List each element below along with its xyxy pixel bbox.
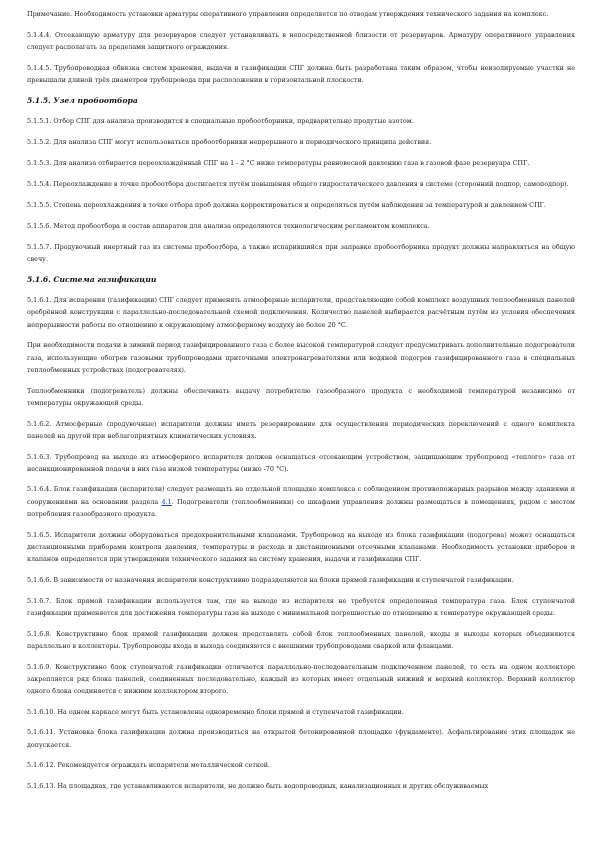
paragraph-heat-exchangers: Теплообменники (подогреватель) должны обеспечивать выдачу потребителю газообразного продукта с необходимой температурой независимо от температуры окружающей среды. [27, 386, 575, 407]
paragraph-5-1-6-4-text-a: 5.1.6.4. Блок газификации (испарители) следует размещать на отдельной площадке комплекса с соблюдением противопожарных разрывов между зданиями и сооружениями на основании раздела [27, 485, 575, 506]
paragraph-5-1-6-11: 5.1.6.11. Установка блока газификации должна производиться на открытой бетонированной площадке (фундаменте). Асфальтирование этих площадок не допускается. [27, 728, 575, 749]
paragraph-5-1-6-12: 5.1.6.12. Рекомендуется ограждать испарители металлической сеткой. [27, 761, 270, 770]
paragraph-5-1-4-4: 5.1.4.4. Отсекающую арматуру для резервуаров следует устанавливать в непосредственной близости от резервуаров. Арматуру оперативного управления следует располагать за пределами защитного ограждения. [27, 30, 575, 51]
paragraph-5-1-5-1: 5.1.5.1. Отбор СПГ для анализа производится в специальные пробоотборники, предварительно продутые азотом. [27, 117, 414, 126]
paragraph-5-1-6-5: 5.1.6.5. Испарители должны оборудоваться предохранительными клапанами. Трубопровод на выходе из блока газификации (подогрева) может оснащаться дистанционными приборами контроля давления, температуры и расхода и дистанционными отсечными клапанами. Необходимость установки приборов и клапанов определяется при утверждении технического задания на систему хранения, выдачи и газификации СПГ. [27, 530, 575, 563]
paragraph-5-1-6-8: 5.1.6.8. Конструктивно блок прямой газификации должен представлять собой блок теплообменных панелей, входы и выходы которых объединяются параллельно в коллекторы. Трубопроводы входа и выхода соединяются с внешними трубопроводами сваркой или фланцами. [27, 629, 575, 650]
paragraph-5-1-5-2: 5.1.5.2. Для анализа СПГ могут использоваться пробоотборники непрерывного и периодического принципа действия. [27, 138, 432, 147]
paragraph-5-1-6-7: 5.1.6.7. Блок прямой газификации используется там, где на выходе из испарителя не требуется определенная температура газа. Блок ступенчатой газификации применяется для достижения температуры газа на выходе с минимальной погрешностью по отношению к температуре окружающей среды. [27, 596, 575, 617]
note-paragraph: Примечание. Необходимость установки арматуры оперативного управления определяется по отводам утверждения технического задания на комплекс. [27, 10, 549, 18]
paragraph-5-1-6-9: 5.1.6.9. Конструктивно блок ступенчатой газификации отличается параллельно-последовательным подключением панелей, то есть на одном коллекторе закрепляется ряд блока панелей, соединенных последовательно, каждый из которых имеет отдельный нижний и верхний коллектор. Верхний коллектор одного блока соединяется с нижним коллектором второго. [27, 662, 575, 695]
paragraph-heaters: При необходимости подачи в зимний период газифицированного газа с более высокой температурой следует предусматривать дополнительные подогреватели газа, использующие обогрев газовыми трубопроводами приточными электронагревателями или водяной подогрев газифицированного газа в специальных теплообменных устройствах (подогревателях). [27, 341, 575, 374]
paragraph-5-1-5-3: 5.1.5.3. Для анализа отбирается переохлаждённый СПГ на 1 - 2 °С ниже температуры равновесной давлению газа в газовой фазе резервуара СПГ. [27, 159, 530, 168]
paragraph-5-1-4-5: 5.1.4.5. Трубопроводная обвязка систем хранения, выдачи и газификации СПГ должна быть разработана таким образом, чтобы неизолируемые участки не превышали длиной трёх диаметров трубопровода при расположении в горизонтальной плоскости. [27, 63, 575, 84]
paragraph-5-1-6-6: 5.1.6.6. В зависимости от назначения испарители конструктивно подразделяются на блоки прямой газификации и ступенчатой газификации. [27, 575, 514, 584]
paragraph-5-1-5-5: 5.1.5.5. Степень переохлаждения в точке отбора проб должна корректироваться и определяться путём наблюдения за температурой и давлением СПГ. [27, 201, 546, 210]
paragraph-5-1-6-1: 5.1.6.1. Для испарения (газификации) СПГ следует применять атмосферные испарители, представляющие собой комплект воздушных теплообменных панелей оребрённой конструкции с параллельно-последовательной схемой подключения. Количество панелей выбирается расчётным путём из условия обеспечения непрерывности работы по отношению к окружающему атмосферному воздуху не более 20 °С. [27, 296, 575, 329]
paragraph-5-1-5-7: 5.1.5.7. Продувочный инертный газ из системы пробоотбора, а также испарившийся при заправке пробоотборника продукт должны направляться на общую свечу. [27, 242, 575, 263]
section-heading-gasification: 5.1.6. Система газификации [27, 274, 157, 284]
paragraph-5-1-6-3: 5.1.6.3. Трубопровод на выходе из атмосферного испарителя должен оснащаться отсекающим устройством, защищающим трубопровод «теплого» газа от несанкционированной подачи в них газа низкой температуры (ниже -70 °С). [27, 452, 575, 473]
section-heading-sampling: 5.1.5. Узел пробоотбора [27, 95, 138, 105]
paragraph-5-1-6-4-text-b: . Подогреватели (теплообменники) со шкафами управления должны размещаться в помещениях, рядом с местом потребления газообразного продукта. [27, 497, 575, 518]
paragraph-5-1-6-10: 5.1.6.10. На одном каркасе могут быть установлены одновременно блоки прямой и ступенчатой газификации. [27, 707, 404, 716]
paragraph-5-1-5-4: 5.1.5.4. Переохлаждение в точке пробоотбора достигается путём повышения общего гидростатического давления в системе (сторонний подпор, самоподпор). [27, 180, 569, 189]
paragraph-5-1-6-2: 5.1.6.2. Атмосферные (продувочные) испарители должны иметь резервирование для осуществления периодических переключений с одного комплекта панелей на другой при неблагоприятных климатических условиях. [27, 419, 575, 440]
section-4-1-link[interactable]: 4.1 [161, 497, 172, 506]
paragraph-5-1-5-6: 5.1.5.6. Метод пробоотбора и состав аппаратов для анализа определяются технологическим регламентом комплекса. [27, 221, 430, 230]
paragraph-5-1-6-4 [27, 483, 575, 519]
document-page [27, 8, 575, 801]
paragraph-5-1-6-13: 5.1.6.13. На площадках, где устанавливаются испарители, не должно быть водопроводных, канализационных и других обслуживаемых [27, 782, 489, 791]
